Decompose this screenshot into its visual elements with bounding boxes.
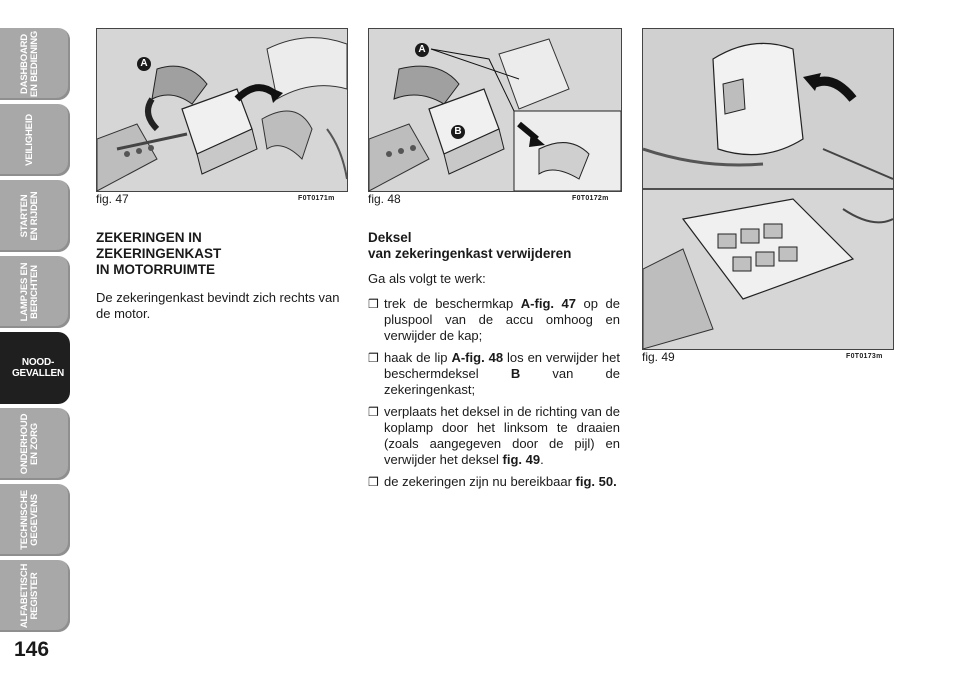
figure-49 — [642, 28, 894, 350]
checkbox-bullet-icon: ❒ — [368, 297, 379, 311]
fuse-box-open-illustration — [643, 29, 893, 349]
tab-lampjes[interactable] — [0, 256, 70, 328]
step-text: haak de lip — [384, 350, 452, 365]
tab-label: ONDERHOUD EN ZORG — [19, 413, 40, 475]
step-reference: A-fig. 47 — [520, 296, 576, 311]
subheading-line: van zekeringenkast verwijderen — [368, 246, 572, 261]
fuse-box-cover-illustration — [369, 29, 621, 191]
callout-a: A — [137, 57, 151, 71]
tab-technische[interactable] — [0, 484, 70, 556]
tab-dashboard[interactable] — [0, 28, 70, 100]
list-item — [368, 296, 620, 344]
subsection-heading — [368, 230, 620, 262]
heading-line: ZEKERINGEN IN — [96, 230, 202, 245]
tab-noodgevallen[interactable] — [0, 332, 70, 404]
step-text: . — [540, 452, 544, 467]
figure-caption: fig. 49 — [642, 350, 675, 364]
tab-veiligheid[interactable] — [0, 104, 70, 176]
tab-label: DASHBOARD EN BEDIENING — [19, 30, 40, 98]
figure-code: F0T0172m — [572, 195, 609, 202]
figure-48 — [368, 28, 622, 192]
figure-code: F0T0173m — [846, 353, 883, 360]
tab-label: STARTEN EN RIJDEN — [19, 191, 40, 241]
step-text: verplaats het deksel in de richting van de koplamp door het linksom te draaien (zoals aangegeven door de pijl) en verwijder het deksel — [384, 404, 620, 467]
step-text: de zekeringen zijn nu bereikbaar — [384, 474, 576, 489]
steps-list — [368, 296, 620, 496]
list-item — [368, 474, 620, 490]
fuse-box-cap-illustration — [97, 29, 347, 191]
lead-paragraph: Ga als volgt te werk: — [368, 271, 486, 286]
step-reference: fig. 50. — [575, 474, 617, 489]
step-text: trek de beschermkap — [384, 296, 521, 311]
tab-onderhoud[interactable] — [0, 408, 70, 480]
subheading-line: Deksel — [368, 230, 412, 245]
tab-register[interactable] — [0, 560, 70, 632]
tab-starten[interactable] — [0, 180, 70, 252]
callout-a: A — [415, 43, 429, 57]
step-reference: A-fig. 48 — [451, 350, 504, 365]
checkbox-bullet-icon: ❒ — [368, 475, 379, 489]
step-text: van de zekeringenkast; — [384, 366, 620, 397]
tab-label: ALFABETISCH REGISTER — [19, 563, 40, 629]
list-item — [368, 350, 620, 398]
heading-line: ZEKERINGENKAST — [96, 246, 222, 261]
checkbox-bullet-icon: ❒ — [368, 351, 379, 365]
tab-label: VEILIGHEID — [24, 114, 35, 166]
chapter-tabs — [0, 0, 72, 677]
step-text: los en verwijder het beschermdeksel — [384, 350, 620, 381]
page-number: 146 — [14, 638, 50, 661]
step-text: op de pluspool van de accu omhoog en verwijder de kap; — [384, 296, 620, 343]
tab-label: LAMPJES EN BERICHTEN — [19, 262, 40, 322]
step-reference: B — [510, 366, 521, 381]
figure-47 — [96, 28, 348, 192]
list-item — [368, 404, 620, 468]
intro-paragraph: De zekeringenkast bevindt zich rechts van de motor. — [96, 290, 340, 321]
checkbox-bullet-icon: ❒ — [368, 405, 379, 419]
figure-caption: fig. 47 — [96, 192, 129, 206]
callout-b: B — [451, 125, 465, 139]
heading-line: IN MOTORRUIMTE — [96, 262, 215, 277]
section-heading — [96, 230, 346, 278]
figure-caption: fig. 48 — [368, 192, 401, 206]
step-reference: fig. 49 — [502, 452, 541, 467]
figure-code: F0T0171m — [298, 195, 335, 202]
tab-label: TECHNISCHE GEGEVENS — [19, 490, 40, 550]
tab-label: NOOD- GEVALLEN — [11, 357, 65, 379]
